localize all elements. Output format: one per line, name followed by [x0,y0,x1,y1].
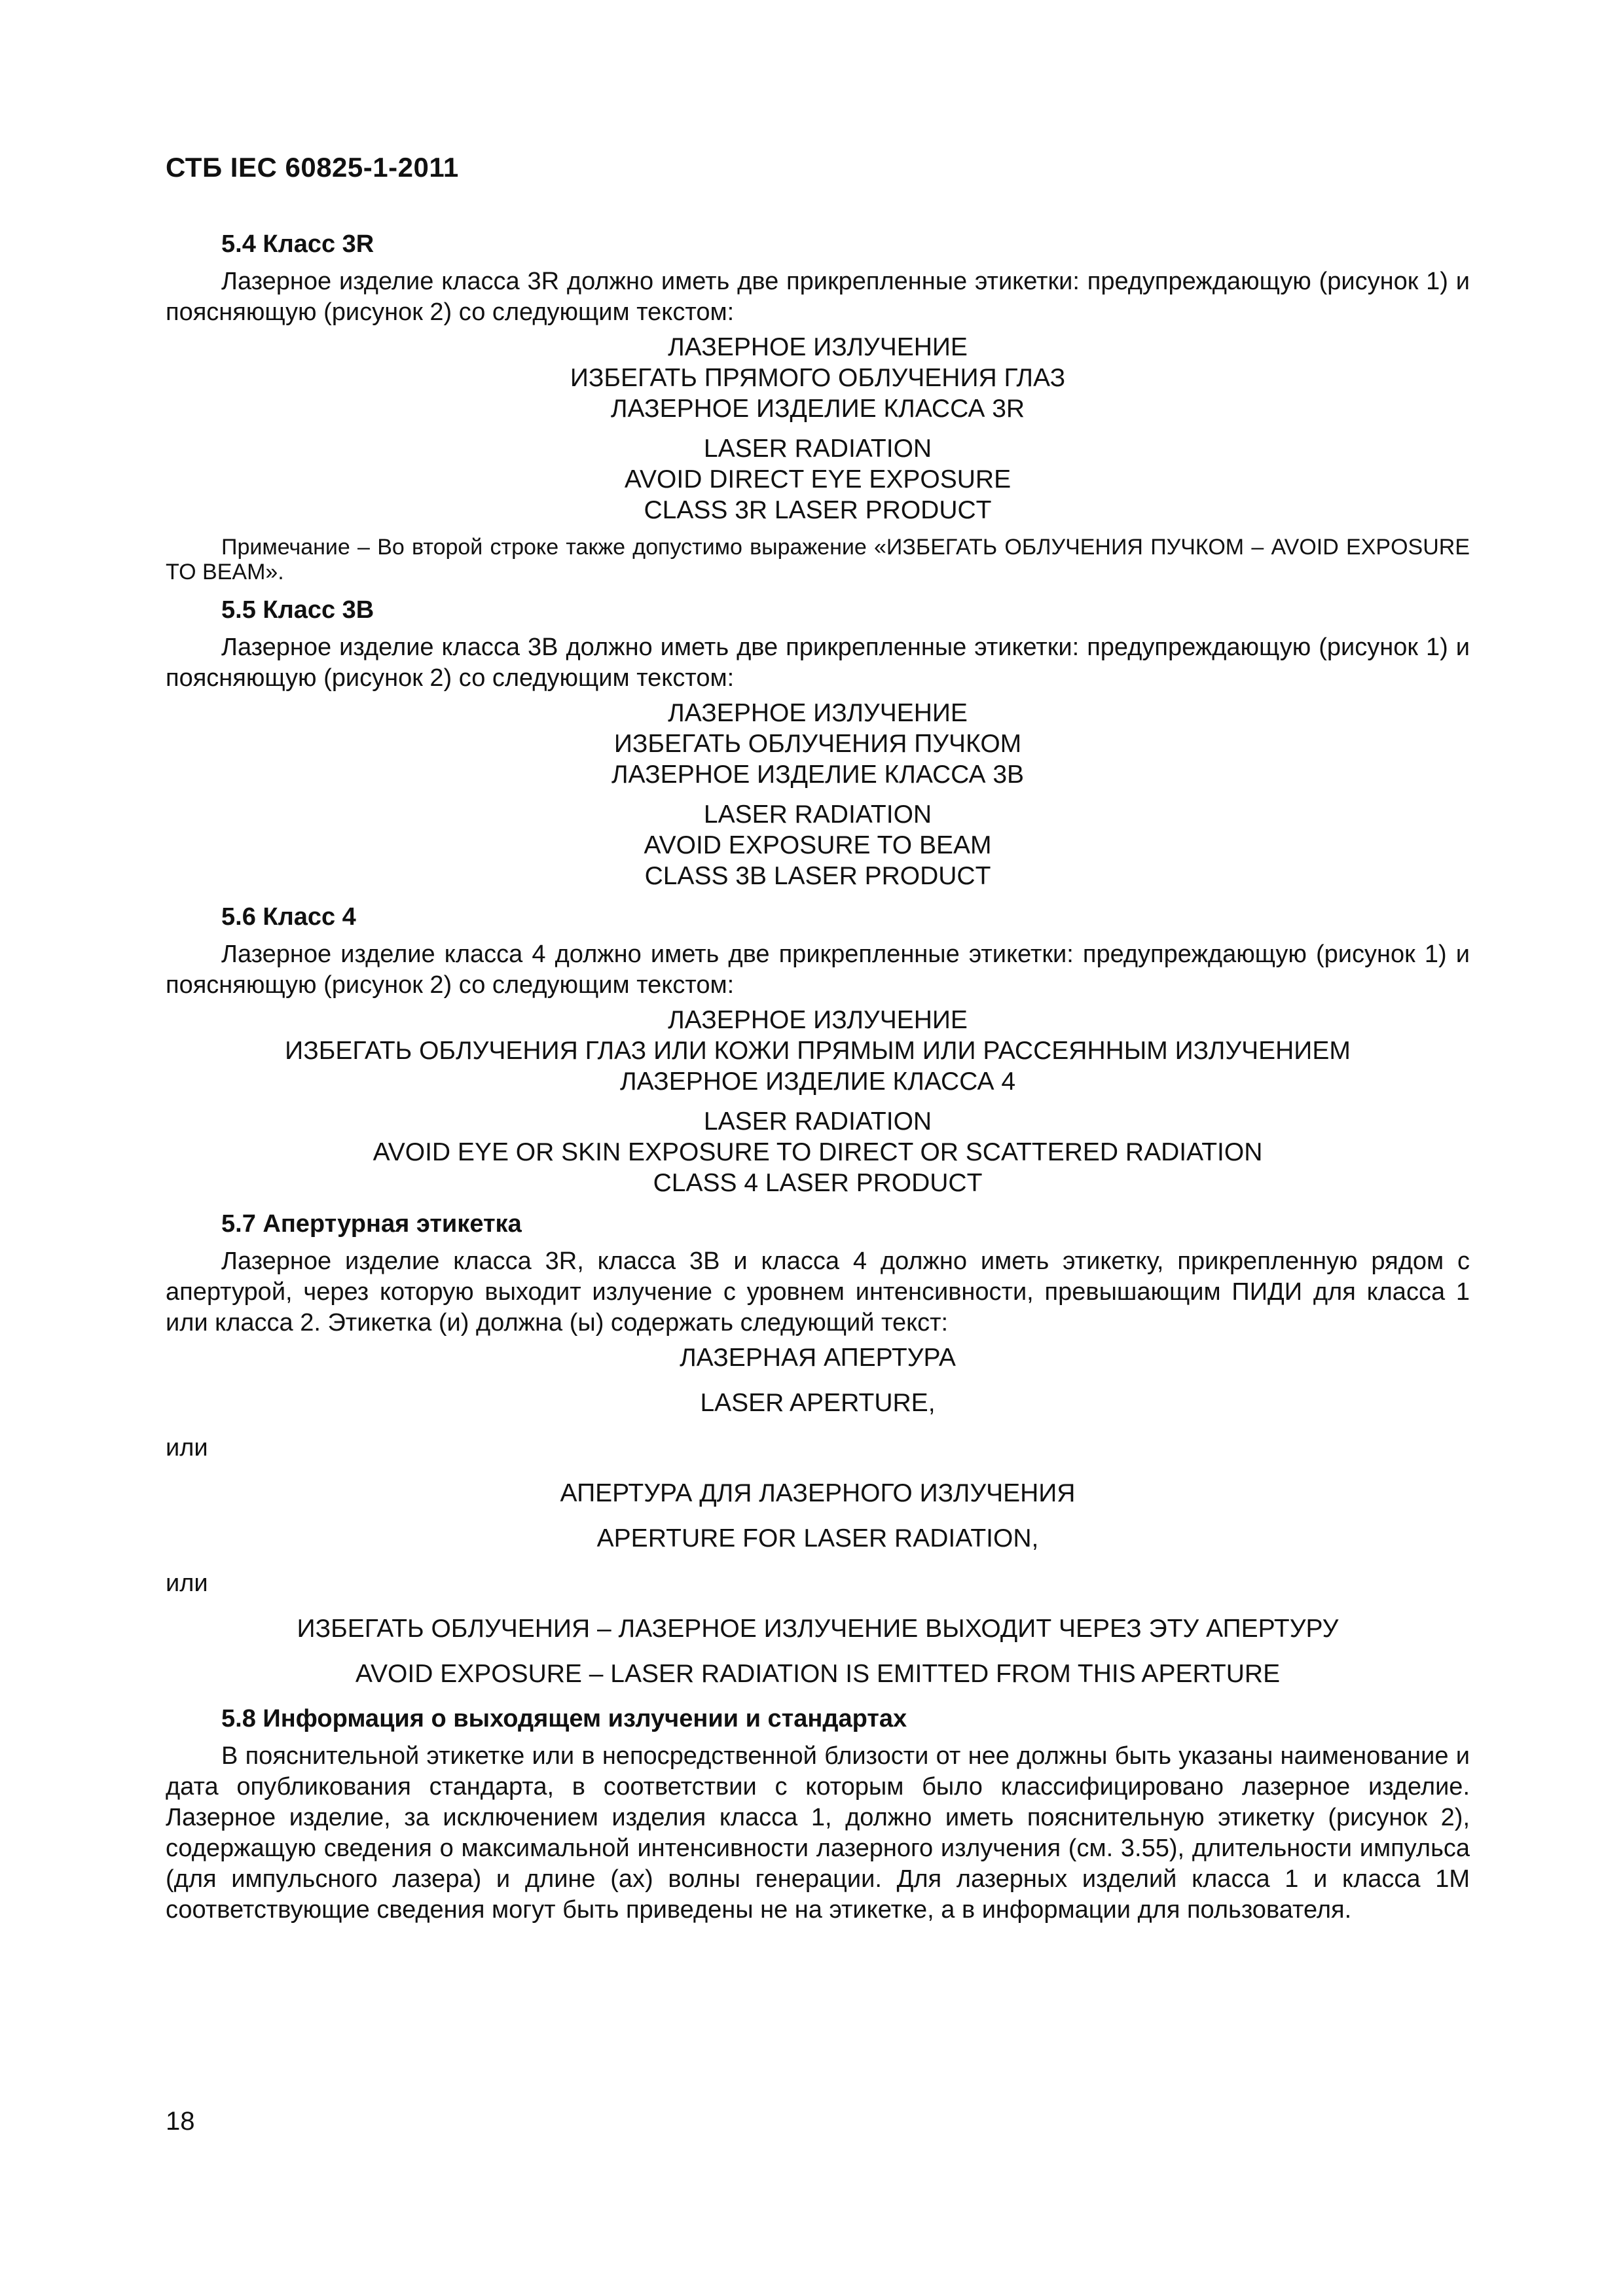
label-text-english [166,799,1470,891]
section-heading: 5.7 Апертурная этикетка [221,1210,522,1238]
section-5-6 [166,902,1470,1198]
label-line: ЛАЗЕРНОЕ ИЗЛУЧЕНИЕ [668,333,968,361]
label-line: LASER RADIATION [703,435,932,463]
label-line: ЛАЗЕРНОЕ ИЗЛУЧЕНИЕ [668,699,968,727]
label-line: CLASS 4 LASER PRODUCT [653,1169,983,1197]
section-5-7 [166,1209,1470,1689]
label-line: AVOID DIRECT EYE EXPOSURE [624,465,1012,493]
label-line: LASER RADIATION [703,1107,932,1136]
label-line: ЛАЗЕРНОЕ ИЗДЕЛИЕ КЛАССА 3R [610,395,1025,423]
label-line: ЛАЗЕРНОЕ ИЗЛУЧЕНИЕ [668,1006,968,1034]
label-line: ЛАЗЕРНОЕ ИЗДЕЛИЕ КЛАССА 4 [619,1067,1016,1096]
aperture-label-option-1-ru: ЛАЗЕРНАЯ АПЕРТУРА [680,1344,956,1372]
section-heading: 5.5 Класс 3B [221,596,374,624]
document-id: СТБ IEC 60825-1-2011 [166,152,459,183]
label-text-russian [166,698,1470,790]
label-text-russian [166,332,1470,424]
aperture-label-option-2-ru: АПЕРТУРА ДЛЯ ЛАЗЕРНОГО ИЗЛУЧЕНИЯ [560,1479,1076,1507]
section-paragraph: Лазерное изделие класса 3R, класса 3B и класса 4 должно иметь этикетку, прикрепленную рядом с апертурой, через которую выходит излучение с уровнем интенсивности, превышающим ПИДИ для класса 1 или класса 2. Этикетка (и) должна (ы) содержать следующий текст: [166,1247,1470,1336]
label-text-english [166,1106,1470,1198]
section-5-5 [166,595,1470,891]
section-heading: 5.6 Класс 4 [221,903,356,931]
section-5-8 [166,1704,1470,1926]
section-paragraph: Лазерное изделие класса 4 должно иметь две прикрепленные этикетки: предупреждающую (рисунок 1) и поясняющую (рисунок 2) со следующим текстом: [166,941,1470,999]
section-5-4 [166,229,1470,584]
section-heading: 5.4 Класс 3R [221,230,374,258]
section-note: Примечание – Во второй строке также допустимо выражение «ИЗБЕГАТЬ ОБЛУЧЕНИЯ ПУЧКОМ – AVOID EXPOSURE TO BEAM». [166,535,1470,584]
page-number: 18 [166,2107,195,2136]
label-text-english [166,433,1470,526]
aperture-label-option-3-en: AVOID EXPOSURE – LASER RADIATION IS EMITTED FROM THIS APERTURE [355,1660,1281,1688]
label-line: ЛАЗЕРНОЕ ИЗДЕЛИЕ КЛАССА 3B [611,761,1025,789]
section-paragraph: Лазерное изделие класса 3R должно иметь две прикрепленные этикетки: предупреждающую (рисунок 1) и поясняющую (рисунок 2) со следующим текстом: [166,268,1470,326]
section-heading: 5.8 Информация о выходящем излучении и стандартах [221,1705,907,1732]
aperture-label-option-3-ru: ИЗБЕГАТЬ ОБЛУЧЕНИЯ – ЛАЗЕРНОЕ ИЗЛУЧЕНИЕ ВЫХОДИТ ЧЕРЕЗ ЭТУ АПЕРТУРУ [297,1615,1339,1643]
label-line: LASER RADIATION [703,800,932,829]
section-paragraph: Лазерное изделие класса 3B должно иметь две прикрепленные этикетки: предупреждающую (рисунок 1) и поясняющую (рисунок 2) со следующим текстом: [166,634,1470,692]
label-text-russian [166,1005,1470,1097]
label-line: CLASS 3B LASER PRODUCT [644,862,991,890]
label-line: AVOID EYE OR SKIN EXPOSURE TO DIRECT OR SCATTERED RADIATION [373,1138,1263,1166]
or-separator: или [166,1434,208,1462]
aperture-label-option-2-en: APERTURE FOR LASER RADIATION, [596,1524,1039,1552]
label-line: ИЗБЕГАТЬ ПРЯМОГО ОБЛУЧЕНИЯ ГЛАЗ [570,364,1066,392]
aperture-label-option-1-en: LASER APERTURE, [700,1389,936,1417]
label-line: CLASS 3R LASER PRODUCT [644,496,992,524]
label-line: ИЗБЕГАТЬ ОБЛУЧЕНИЯ ГЛАЗ ИЛИ КОЖИ ПРЯМЫМ ИЛИ РАССЕЯННЫМ ИЗЛУЧЕНИЕМ [285,1037,1351,1065]
or-separator: или [166,1570,208,1597]
section-paragraph: В пояснительной этикетке или в непосредственной близости от нее должны быть указаны наименование и дата опубликования стандарта, в соответствии с которым было классифицировано лазерное изделие. Лазерное изделие, за исключением изделия класса 1, должно иметь пояснительную этикетку (рисунок 2), содержащую сведения о максимальной интенсивности лазерного излучения (см. 3.55), длительности импульса (для импульсного лазера) и длине (ах) волны генерации. Для лазерных изделий класса 1 и класса 1М соответствующие сведения могут быть приведены не на этикетке, а в информации для пользователя. [166,1742,1470,1924]
document-body [166,229,1470,1936]
label-line: AVOID EXPOSURE TO BEAM [644,831,992,859]
label-line: ИЗБЕГАТЬ ОБЛУЧЕНИЯ ПУЧКОМ [613,730,1022,758]
